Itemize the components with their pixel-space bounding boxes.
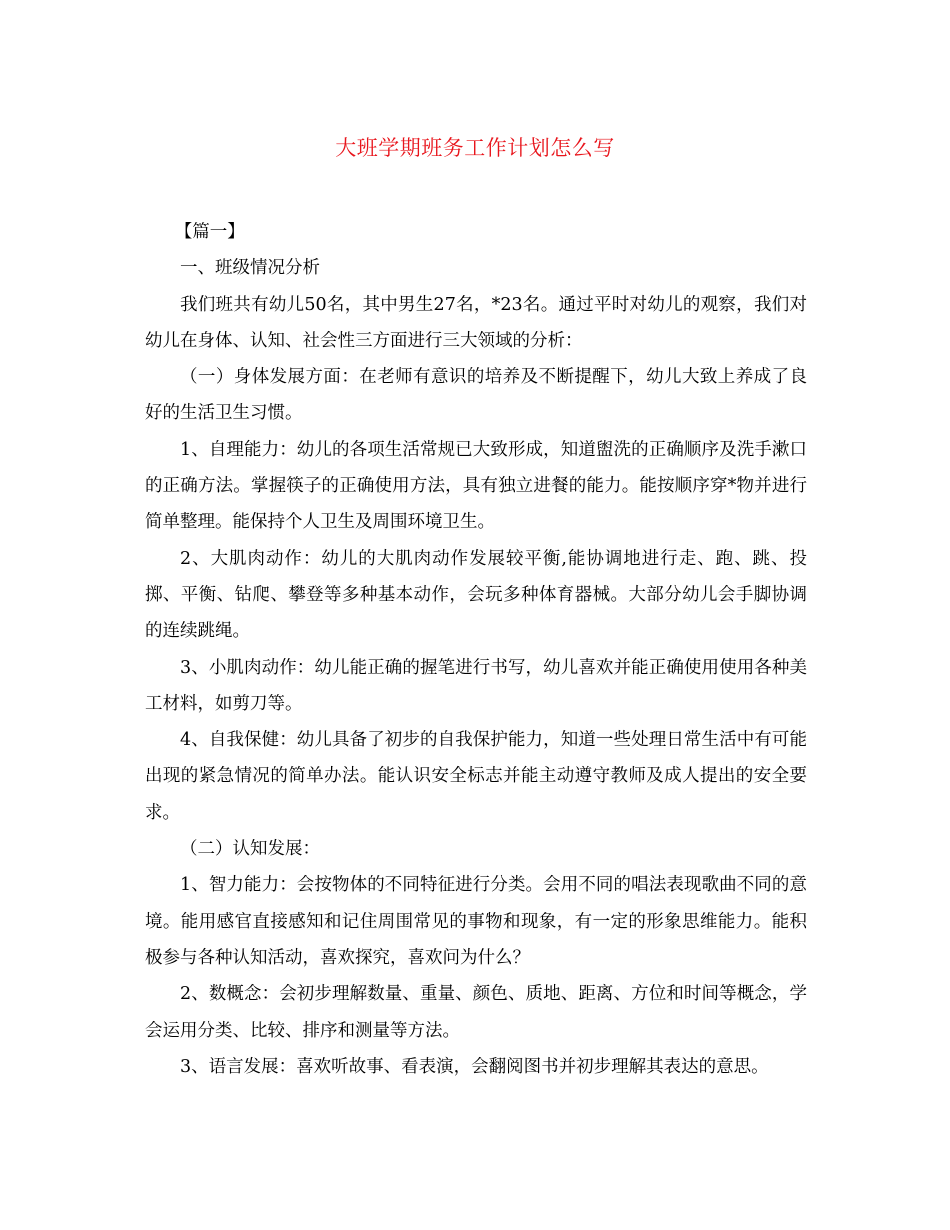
paragraph: 4、自我保健：幼儿具备了初步的自我保护能力，知道一些处理日常生活中有可能出现的紧急情况的简单办法。能认识安全标志并能主动遵守教师及成人提出的安全要求。 — [145, 730, 807, 823]
paragraph: （二）认知发展： — [180, 839, 320, 860]
paragraph: 3、小肌肉动作：幼儿能正确的握笔进行书写，幼儿喜欢并能正确使用使用各种美工材料，如剪刀等。 — [145, 657, 807, 714]
section-heading: 一、班级情况分析 — [180, 258, 320, 279]
paragraph: 2、数概念：会初步理解数量、重量、颜色、质地、距离、方位和时间等概念，学会运用分类、比较、排序和测量等方法。 — [145, 984, 807, 1041]
document-body — [145, 214, 807, 1085]
paragraph: 我们班共有幼儿50名，其中男生27名，*23名。通过平时对幼儿的观察，我们对幼儿在身体、认知、社会性三方面进行三大领域的分析： — [145, 294, 807, 351]
paragraph: （一）身体发展方面：在老师有意识的培养及不断提醒下，幼儿大致上养成了良好的生活卫生习惯。 — [145, 367, 807, 424]
document-title: 大班学期班务工作计划怎么写 — [335, 136, 615, 160]
paragraph: 1、自理能力：幼儿的各项生活常规已大致形成，知道盥洗的正确顺序及洗手漱口的正确方法。掌握筷子的正确使用方法，具有独立进餐的能力。能按顺序穿*物并进行简单整理。能保持个人卫生及周围环境卫生。 — [145, 439, 807, 533]
paragraph: 1、智力能力：会按物体的不同特征进行分类。会用不同的唱法表现歌曲不同的意境。能用感官直接感知和记住周围常见的事物和现象，有一定的形象思维能力。能积极参与各种认知活动，喜欢探究，喜欢问为什么？ — [145, 875, 807, 968]
paragraph: 2、大肌肉动作：幼儿的大肌肉动作发展较平衡,能协调地进行走、跑、跳、投掷、平衡、钻爬、攀登等多种基本动作，会玩多种体育器械。大部分幼儿会手脚协调的连续跳绳。 — [145, 548, 807, 642]
section-label: 【篇一】 — [174, 222, 245, 242]
paragraph: 3、语言发展：喜欢听故事、看表演，会翻阅图书并初步理解其表达的意思。 — [180, 1056, 769, 1077]
